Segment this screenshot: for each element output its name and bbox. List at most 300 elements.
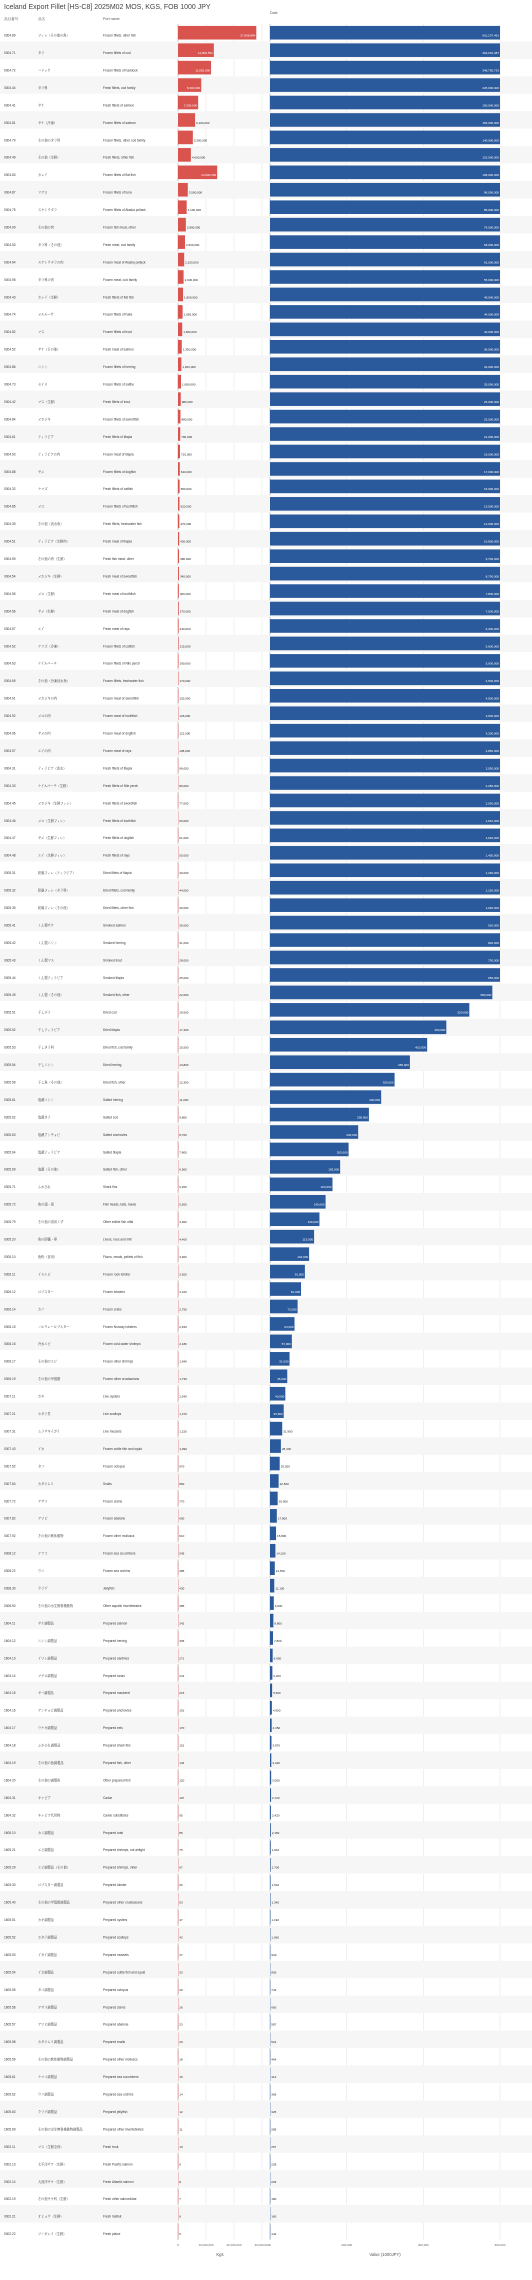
row-name: その他の甲殻類調製品 [38, 1900, 70, 1905]
row-port-name: Frozen lobsters [103, 1289, 125, 1294]
data-label-jpy: 91,000 [294, 1272, 304, 1277]
row-port-name: Prepared tunas [103, 1673, 125, 1678]
row-code: 0304.82 [4, 330, 16, 335]
data-label-jpy: 522 [271, 2040, 277, 2045]
bar-kgs [178, 218, 186, 232]
bar-jpy [270, 1858, 271, 1872]
row-port-name: Fresh other salmonidae [103, 2197, 137, 2202]
row-port-name: Frozen fish meat, other [103, 225, 136, 230]
data-label-kgs: 85 [179, 1830, 183, 1835]
row-name: カタツムリ調製品 [38, 2040, 64, 2045]
data-label-kgs: 53 [179, 1900, 183, 1905]
bar-jpy [270, 602, 500, 616]
data-label-jpy: 21,000,000 [483, 434, 499, 439]
row-code: 0304.48 [4, 853, 16, 858]
row-name: その他の肉 [38, 225, 54, 230]
row-name: スケトウダラ [38, 208, 58, 213]
row-band [0, 2031, 532, 2048]
bar-jpy [270, 410, 500, 424]
row-code: 1604.18 [4, 1743, 16, 1748]
data-label-jpy: 2,030,000 [485, 801, 499, 806]
data-label-kgs: 75 [179, 1848, 183, 1853]
data-label-jpy: 40,000 [275, 1394, 285, 1399]
bar-kgs [178, 113, 195, 127]
data-label-jpy: 40,000,000 [483, 330, 499, 335]
data-label-kgs: 23 [179, 2022, 183, 2027]
data-label-kgs: 270,000 [179, 609, 191, 614]
data-label-kgs: 1,500,000 [183, 330, 197, 335]
row-port-name: Dried fish, other [103, 1080, 126, 1085]
data-label-kgs: 690 [179, 1516, 185, 1521]
row-port-name: Frozen meat of rays [103, 748, 132, 753]
bar-jpy [270, 514, 500, 528]
bar-jpy [270, 1788, 271, 1802]
data-label-jpy: 7,800 [273, 1638, 282, 1643]
data-label-jpy: 25,300 [280, 1464, 290, 1469]
data-label-jpy: 15,000,000 [483, 487, 499, 492]
row-band [0, 1786, 532, 1803]
data-label-kgs: 20 [179, 2040, 183, 2045]
bar-jpy [270, 43, 500, 57]
row-name: ティラピア [38, 434, 54, 439]
row-name: タラ科の肉 [38, 277, 54, 282]
row-port-name: Live mussels [103, 1429, 122, 1434]
row-port-name: Fresh fillets of trout [103, 399, 131, 404]
row-code: 0305.69 [4, 1167, 16, 1172]
row-name: その他の甲殻類 [38, 1377, 61, 1382]
data-label-kgs: 14 [179, 2092, 183, 2097]
data-label-jpy: 55,000,000 [483, 277, 499, 282]
data-label-kgs: 13,800 [179, 1063, 189, 1068]
row-port-name: Fresh fillets of salmon [103, 103, 135, 108]
data-label-kgs: 1,350,000 [182, 347, 197, 352]
bar-kgs [178, 253, 184, 267]
data-label-jpy: 14,100 [276, 1551, 286, 1556]
bar-kgs [178, 619, 179, 633]
row-band [0, 1333, 532, 1350]
row-name: その他のエビ [38, 1359, 58, 1364]
row-port-name: Frozen meat of swordfish [103, 696, 139, 701]
data-label-kgs: 1,650,000 [183, 312, 197, 317]
bar-jpy [270, 1875, 271, 1889]
row-band [0, 1961, 532, 1978]
tick-label-jpy-0: 0 [269, 2243, 271, 2247]
row-name: 冷水エビ [38, 1342, 51, 1347]
row-code: 0305.71 [4, 1185, 16, 1190]
row-name: メロ（生鮮） [38, 591, 58, 596]
data-label-kgs: 271 [179, 1656, 185, 1661]
row-code: 1604.17 [4, 1726, 16, 1731]
bar-kgs [178, 200, 187, 214]
row-port-name: Fresh fillets of tilapia [103, 766, 133, 771]
data-label-jpy: 115,000 [302, 1237, 314, 1242]
data-label-kgs: 520,000 [180, 504, 192, 509]
data-label-jpy: 366 [271, 2092, 277, 2097]
data-label-kgs: 19,500 [179, 1010, 189, 1015]
row-code: 0306.15 [4, 1324, 16, 1329]
row-port-name: Fresh meat of swordfish [103, 574, 138, 579]
row-code: 1604.14 [4, 1673, 16, 1678]
row-code: 0304.55 [4, 591, 16, 596]
row-port-name: Prepared herring [103, 1638, 127, 1643]
data-label-kgs: 1,800,000 [184, 295, 198, 300]
row-name: マス（生鮮全形） [38, 2144, 64, 2149]
data-label-jpy: 29,000,000 [483, 382, 499, 387]
row-name: サメ（生鮮フィレ） [38, 836, 67, 841]
row-port-name: Smoked fish, other [103, 993, 130, 998]
data-label-jpy: 5,000,000 [485, 661, 499, 666]
row-code: 0307.72 [4, 1499, 16, 1504]
data-label-jpy: 31,900 [283, 1429, 293, 1434]
row-code: 0307.43 [4, 1446, 16, 1451]
bar-jpy [270, 1003, 469, 1017]
bar-kgs [178, 602, 179, 616]
row-code: 0304.75 [4, 208, 16, 213]
data-label-jpy: 6,200 [273, 1673, 281, 1678]
row-band [0, 1019, 532, 1036]
row-name: カキ調製品 [38, 1918, 54, 1923]
bar-kgs [178, 514, 179, 528]
row-port-name: Fresh plaice [103, 2232, 121, 2237]
data-label-kgs: 5,300,000 [193, 138, 208, 143]
data-label-kgs: 37 [179, 1952, 183, 1957]
row-name: カキ [38, 1394, 45, 1399]
bar-kgs [178, 445, 180, 459]
row-name: 塩蔵アンチョビ [38, 1132, 61, 1137]
row-name: 乾燥フィレ（ティラピア） [38, 871, 76, 876]
data-label-jpy: 743 [271, 1987, 277, 1992]
row-port-name: Jellyfish [103, 1586, 115, 1591]
row-code: 1605.61 [4, 2075, 16, 2080]
row-port-name: Prepared shrimps, not airtight [103, 1848, 145, 1853]
row-name: タコ [38, 1464, 45, 1469]
data-label-jpy: 463,001,387 [482, 51, 499, 56]
row-port-name: Salted fish, other [103, 1167, 127, 1172]
row-port-name: Fresh fillets of dogfish [103, 836, 135, 841]
row-name: サバ調製品 [38, 1691, 54, 1696]
data-label-jpy: 64,000 [284, 1324, 294, 1329]
row-name: イワシ調製品 [38, 1656, 58, 1661]
bar-jpy [270, 1457, 280, 1471]
bar-jpy [270, 829, 500, 843]
bar-jpy [270, 340, 500, 354]
row-port-name: Frozen fillets of toothfish [103, 504, 138, 509]
bar-jpy [270, 567, 500, 581]
row-code: 0304.95 [4, 277, 16, 282]
row-code: 0305.54 [4, 1063, 16, 1068]
row-band [0, 1088, 532, 1105]
row-code: 1605.58 [4, 2040, 16, 2045]
row-port-name: Fresh fillets of rays [103, 853, 130, 858]
bar-kgs [178, 270, 184, 284]
row-port-name: Fresh fillets of tilapia [103, 434, 133, 439]
data-label-kgs: 4,400 [179, 1237, 187, 1242]
bar-jpy [270, 1614, 273, 1628]
row-name: メロ [38, 504, 45, 509]
bar-jpy [270, 968, 500, 982]
data-label-jpy: 660 [271, 2005, 277, 2010]
data-label-jpy: 165,000,000 [482, 120, 499, 125]
tick-label-kgs-3: 30,000,000 [254, 2243, 270, 2247]
row-code: 0304.44 [4, 85, 16, 90]
row-port-name: Frozen fillets of dogfish [103, 469, 136, 474]
row-name: エビ調製品 [38, 1848, 54, 1853]
data-label-kgs: 107 [179, 1795, 185, 1800]
bar-jpy [270, 1090, 381, 1104]
data-label-jpy: 4,900 [272, 1708, 281, 1713]
row-name: メカジキ（生鮮） [38, 574, 64, 579]
row-port-name: Prepared clams [103, 2005, 126, 2010]
row-port-name: Fresh fillets of flat fish [103, 295, 134, 300]
row-name: 塩蔵ティラピア [38, 1150, 61, 1155]
row-code: 0305.51 [4, 1010, 16, 1015]
data-label-kgs: 1,090 [179, 1446, 187, 1451]
row-name: マグロ調製品 [38, 1673, 58, 1678]
data-label-jpy: 28,400 [281, 1446, 292, 1451]
data-label-jpy: 410,000 [415, 1045, 427, 1050]
row-band [0, 1821, 532, 1838]
data-label-kgs: 342 [179, 1621, 185, 1626]
data-label-jpy: 9,700,000 [485, 557, 499, 562]
row-name: その他（冷凍淡水魚） [38, 679, 70, 684]
data-label-kgs: 305 [179, 1638, 185, 1643]
data-label-kgs: 96,000 [179, 766, 189, 771]
row-code: 1605.51 [4, 1918, 16, 1923]
row-code: 1604.15 [4, 1691, 16, 1696]
row-name: その他の肉（生鮮） [38, 557, 67, 562]
header-name: 品名 [38, 17, 46, 21]
data-label-kgs: 191 [179, 1708, 185, 1713]
row-name: サケ調製品 [38, 1621, 54, 1626]
data-label-jpy: 520,000 [457, 1010, 469, 1015]
bar-jpy [270, 637, 500, 651]
row-code: 0308.90 [4, 1603, 16, 1608]
bar-kgs [178, 584, 179, 598]
row-port-name: Prepared other molluscs [103, 2057, 138, 2062]
data-label-kgs: 7,200,000 [183, 103, 198, 108]
data-label-jpy: 290,000 [369, 1097, 381, 1102]
row-name: アワビ [38, 1516, 48, 1521]
bar-jpy [270, 375, 500, 389]
row-code: 0304.71 [4, 51, 16, 56]
data-label-kgs: 61,000 [179, 836, 189, 841]
row-code: 0305.52 [4, 1028, 16, 1033]
data-label-jpy: 9,900 [274, 1603, 283, 1608]
bar-jpy [270, 480, 500, 494]
row-code: 1605.59 [4, 2057, 16, 2062]
row-port-name: Prepared mackerel [103, 1691, 130, 1696]
row-port-name: Frozen fillets of hake [103, 312, 133, 317]
row-name: 塩蔵（その他） [38, 1167, 61, 1172]
bar-jpy [270, 1492, 278, 1506]
row-name: 干しタラ科 [38, 1045, 54, 1050]
row-band [0, 1053, 532, 1070]
bar-jpy [270, 235, 500, 249]
row-code: 0304.43 [4, 295, 16, 300]
row-name: マス [38, 330, 45, 335]
header-port-name: Port name [103, 17, 120, 21]
row-port-name: Fresh fillets of Nile perch [103, 783, 139, 788]
row-port-name: Fresh meat of toothfish [103, 591, 136, 596]
header-code: 品目番号 [4, 17, 19, 21]
data-label-jpy: 49,000,000 [483, 295, 499, 300]
bar-jpy [270, 392, 500, 406]
data-label-jpy: 3,870 [272, 1743, 280, 1748]
data-label-kgs: 980,000 [181, 399, 193, 404]
row-code: 0302.13 [4, 2162, 16, 2167]
bar-kgs [178, 375, 181, 389]
data-label-jpy: 51,000 [279, 1359, 289, 1364]
data-label-kgs: 134 [179, 1760, 185, 1765]
row-code: 0308.22 [4, 1569, 16, 1574]
bar-kgs [178, 637, 179, 651]
data-label-kgs: 340,000 [179, 574, 191, 579]
data-label-jpy: 32,000,000 [483, 365, 499, 370]
row-name: 乾燥フィレ（その他） [38, 906, 70, 911]
row-name: 太平洋サケ（生鮮） [38, 2162, 67, 2167]
row-port-name: Frozen fillets, other fish [103, 33, 136, 38]
data-label-kgs: 44,000 [179, 888, 189, 893]
row-port-name: Frozen fillets of Nile perch [103, 661, 140, 666]
row-code: 0304.47 [4, 836, 16, 841]
row-name: ホタテ調製品 [38, 1935, 58, 1940]
bar-jpy [270, 759, 500, 773]
row-code: 0304.97 [4, 748, 16, 753]
bar-jpy [270, 183, 500, 197]
data-label-kgs: 710,000 [180, 452, 192, 457]
data-label-jpy: 1,810,000 [485, 818, 499, 823]
row-port-name: Fresh meat of salmon [103, 347, 134, 352]
bar-kgs [178, 497, 179, 511]
data-label-jpy: 8,700,000 [485, 574, 499, 579]
row-port-name: Fresh fillets of swordfish [103, 801, 138, 806]
bar-jpy [270, 1422, 282, 1436]
bar-jpy [270, 270, 500, 284]
row-name: タラ科（その他） [38, 242, 64, 247]
row-code: 0305.61 [4, 1097, 16, 1102]
bar-jpy [270, 1561, 275, 1575]
row-code: 1605.21 [4, 1848, 16, 1853]
row-code: 0304.84 [4, 417, 16, 422]
row-name: ふかひれ調製品 [38, 1743, 61, 1748]
row-port-name: Prepared cuttle fish and squid [103, 1970, 146, 1975]
row-port-name: Prepared mussels [103, 1952, 129, 1957]
bar-jpy [270, 1753, 271, 1767]
bar-jpy [270, 78, 500, 92]
data-label-kgs: 970 [179, 1464, 185, 1469]
bar-jpy [270, 1108, 369, 1122]
row-name: エイの肉 [38, 748, 51, 753]
row-port-name: Frozen meat of tilapia [103, 452, 134, 457]
row-port-name: Frozen fillets of herring [103, 365, 136, 370]
row-band [0, 1542, 532, 1559]
bar-jpy [270, 200, 500, 214]
bar-jpy [270, 1771, 271, 1785]
data-label-kgs: 77,000 [179, 801, 189, 806]
row-band [0, 1298, 532, 1315]
row-code: 0304.96 [4, 731, 16, 736]
row-name: その他の軟体動物 [38, 1534, 64, 1539]
data-label-kgs: 55,000 [179, 853, 189, 858]
bar-kgs [178, 462, 180, 476]
row-code: 1605.10 [4, 1830, 16, 1835]
data-label-kgs: 12,800,552 [197, 51, 213, 56]
row-band [0, 1193, 532, 1210]
data-label-kgs: 22,000 [179, 993, 189, 998]
row-port-name: Fresh fillets, other fish [103, 155, 135, 160]
row-code: 1605.63 [4, 2109, 16, 2114]
data-label-kgs: 1,540 [179, 1394, 187, 1399]
row-band [0, 1402, 532, 1419]
row-code: 0305.79 [4, 1220, 16, 1225]
data-label-jpy: 190,000,000 [482, 103, 499, 108]
data-label-jpy: 228 [271, 2162, 277, 2167]
bar-kgs [178, 427, 180, 441]
data-label-jpy: 203 [271, 2179, 277, 2184]
data-label-kgs: 11,802,000 [195, 68, 211, 73]
data-label-kgs: 8 [179, 2179, 181, 2184]
row-port-name: Prepared snails [103, 2040, 126, 2045]
row-code: 0305.49 [4, 993, 16, 998]
data-label-jpy: 650,000 [488, 975, 499, 980]
row-port-name: Fresh Pacific salmon [103, 2162, 133, 2167]
data-label-kgs: 420,000 [180, 539, 192, 544]
data-label-jpy: 2,550,000 [485, 766, 499, 771]
data-label-jpy: 1,150,000 [485, 888, 499, 893]
row-name: その他の水生無脊椎動物 [38, 1603, 74, 1608]
row-code: 0302.14 [4, 2179, 16, 2184]
row-band [0, 2100, 532, 2117]
row-name: ニシン [38, 365, 48, 370]
row-port-name: Frozen other crustaceans [103, 1377, 140, 1382]
row-code: 0304.81 [4, 120, 16, 125]
header-date: Date [270, 11, 278, 15]
row-port-name: Fish heads, tails, maws [103, 1202, 137, 1207]
bar-kgs [178, 532, 179, 546]
data-label-jpy: 19,000,000 [483, 452, 499, 457]
row-port-name: Salted tilapia [103, 1150, 122, 1155]
row-code: 0304.51 [4, 539, 16, 544]
data-label-jpy: 3,200,000 [485, 731, 499, 736]
row-code: 0304.62 [4, 644, 16, 649]
data-label-jpy: 3,440 [272, 1760, 280, 1765]
bar-jpy [270, 218, 500, 232]
data-label-kgs: 86,000 [179, 783, 189, 788]
data-label-kgs: 1,220 [179, 1429, 187, 1434]
data-label-kgs: 1,200,000 [182, 365, 196, 370]
bar-jpy [270, 1527, 276, 1541]
data-label-jpy: 36,000,000 [483, 347, 499, 352]
data-label-jpy: 20,000 [278, 1499, 288, 1504]
row-name: アサリ調製品 [38, 2005, 58, 2010]
data-label-jpy: 140,000,000 [482, 138, 499, 143]
data-label-jpy: 920,000 [488, 923, 499, 928]
row-code: 0305.44 [4, 975, 16, 980]
data-label-kgs: 1,370 [179, 1412, 187, 1417]
data-label-jpy: 2,850,000 [485, 748, 499, 753]
data-label-kgs: 545 [179, 1551, 185, 1556]
row-name: ナマズ（冷凍） [38, 644, 61, 649]
row-port-name: Prepared scallops [103, 1935, 129, 1940]
row-port-name: Prepared other crustaceans [103, 1900, 143, 1905]
bar-jpy [270, 462, 500, 476]
bar-jpy [270, 1718, 272, 1732]
row-code: 0304.56 [4, 609, 16, 614]
row-port-name: Smoked salmon [103, 923, 126, 928]
row-port-name: Prepared eels [103, 1726, 123, 1731]
row-port-name: Prepared other invertebrates [103, 2127, 144, 2132]
data-label-jpy: 1,510 [271, 1883, 280, 1888]
